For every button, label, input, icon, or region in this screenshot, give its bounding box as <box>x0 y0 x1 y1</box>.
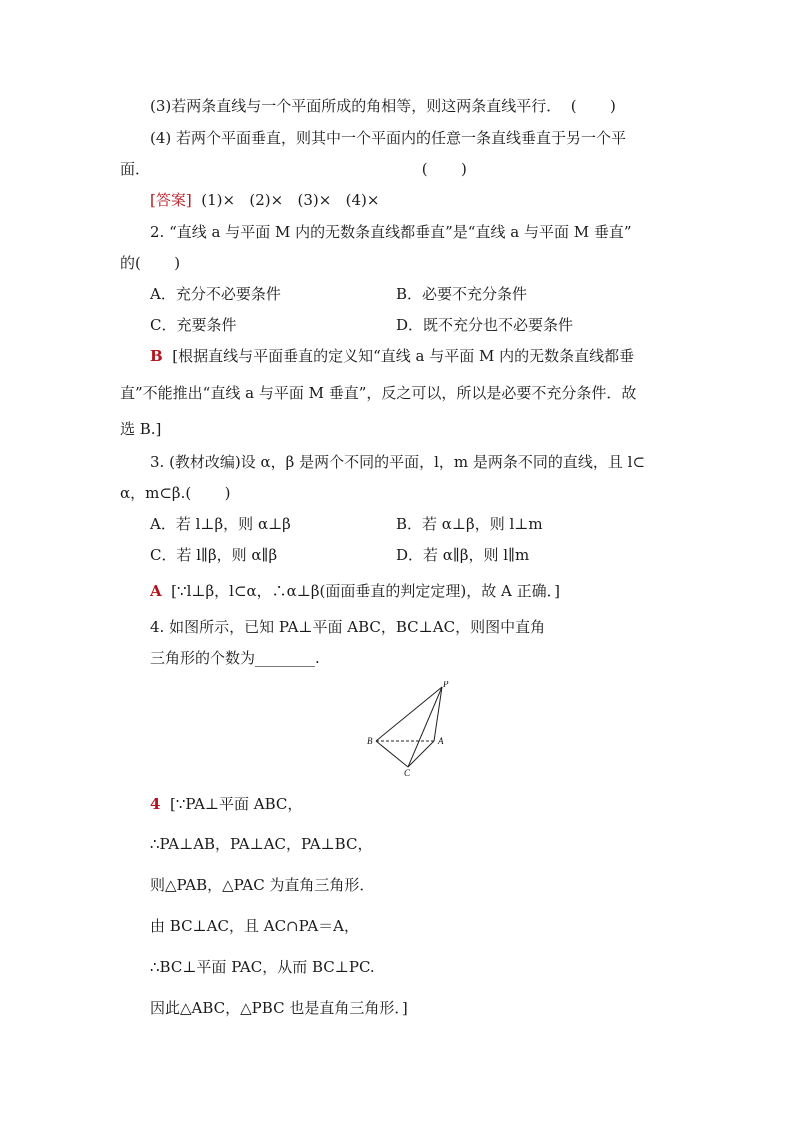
q2-option-b: B．必要不充分条件 <box>396 285 528 303</box>
edge-pa <box>434 687 442 741</box>
q2-option-a: A．充分不必要条件 <box>150 285 281 303</box>
q4-solution-line6: 因此△ABC，△PBC 也是直角三角形．] <box>150 999 408 1017</box>
q4-answer-key: 4 <box>150 795 161 813</box>
edge-bc <box>376 741 408 767</box>
q1-item-4-line2: 面． ( ) <box>120 160 467 178</box>
answer-tag: [答案] <box>150 191 192 209</box>
q4-solution-line3: 则△PAB，△PAC 为直角三角形． <box>150 876 375 894</box>
q4-solution-text: [∵PA⊥平面 ABC， <box>160 795 303 813</box>
label-p: P <box>443 681 449 689</box>
q4-solution-line1 <box>150 794 302 814</box>
edge-ac <box>408 741 434 767</box>
edge-pb <box>376 687 442 741</box>
q2-answer-key: B <box>150 347 163 365</box>
label-b: B <box>367 736 373 746</box>
q4-solution-line2: ∴PA⊥AB，PA⊥AC，PA⊥BC， <box>150 835 373 853</box>
q2-stem-line2: 的( ) <box>120 254 181 272</box>
q2-option-d: D．既不充分也不必要条件 <box>396 316 574 334</box>
q3-solution-text: [∵l⊥β，l⊂α，∴α⊥β(面面垂直的判定定理)，故 A 正确．] <box>161 582 560 600</box>
q3-stem-line1: 3. (教材改编)设 α，β 是两个不同的平面，l，m 是两条不同的直线，且 l⊂ <box>150 453 646 471</box>
q3-option-c: C．若 l∥β，则 α∥β <box>150 546 278 564</box>
q3-option-b: B．若 α⊥β，则 l⊥m <box>396 515 543 533</box>
q3-option-a: A．若 l⊥β，则 α⊥β <box>150 515 291 533</box>
q2-solution-text: [根据直线与平面垂直的定义知“直线 a 与平面 M 内的无数条直线都垂 <box>162 347 635 365</box>
edge-pc <box>408 687 442 767</box>
q4-stem-line2: 三角形的个数为________. <box>150 649 320 667</box>
label-c: C <box>404 768 411 777</box>
q3-stem-line2: α，m⊂β.( ) <box>120 484 231 502</box>
q1-answer <box>150 190 379 210</box>
q2-solution-line1 <box>150 346 634 366</box>
q3-option-d: D．若 α∥β，则 l∥m <box>396 546 530 564</box>
q2-stem-line1: 2. “直线 a 与平面 M 内的无数条直线都垂直”是“直线 a 与平面 M 垂直” <box>150 223 632 241</box>
q1-item-4-line1: (4) 若两个平面垂直，则其中一个平面内的任意一条直线垂直于另一个平 <box>150 129 627 147</box>
q4-stem-line1: 4. 如图所示，已知 PA⊥平面 ABC，BC⊥AC，则图中直角 <box>150 618 546 636</box>
q3-answer-key: A <box>150 582 162 600</box>
q2-option-c: C．充要条件 <box>150 316 237 334</box>
tetrahedron-figure <box>366 681 458 777</box>
q4-solution-line5: ∴BC⊥平面 PAC，从而 BC⊥PC. <box>150 958 375 976</box>
label-a: A <box>438 736 444 746</box>
answer-text: (1)× (2)× (3)× (4)× <box>191 191 380 209</box>
q1-item-3: (3)若两条直线与一个平面所成的角相等，则这两条直线平行． ( ) <box>150 97 616 115</box>
q4-solution-line4: 由 BC⊥AC，且 AC∩PA＝A， <box>150 917 359 935</box>
q2-solution-line2: 直”不能推出“直线 a 与平面 M 垂直”，反之可以，所以是必要不充分条件．故 <box>120 384 637 402</box>
q3-solution <box>150 581 560 601</box>
q2-solution-line3: 选 B.] <box>120 420 162 438</box>
